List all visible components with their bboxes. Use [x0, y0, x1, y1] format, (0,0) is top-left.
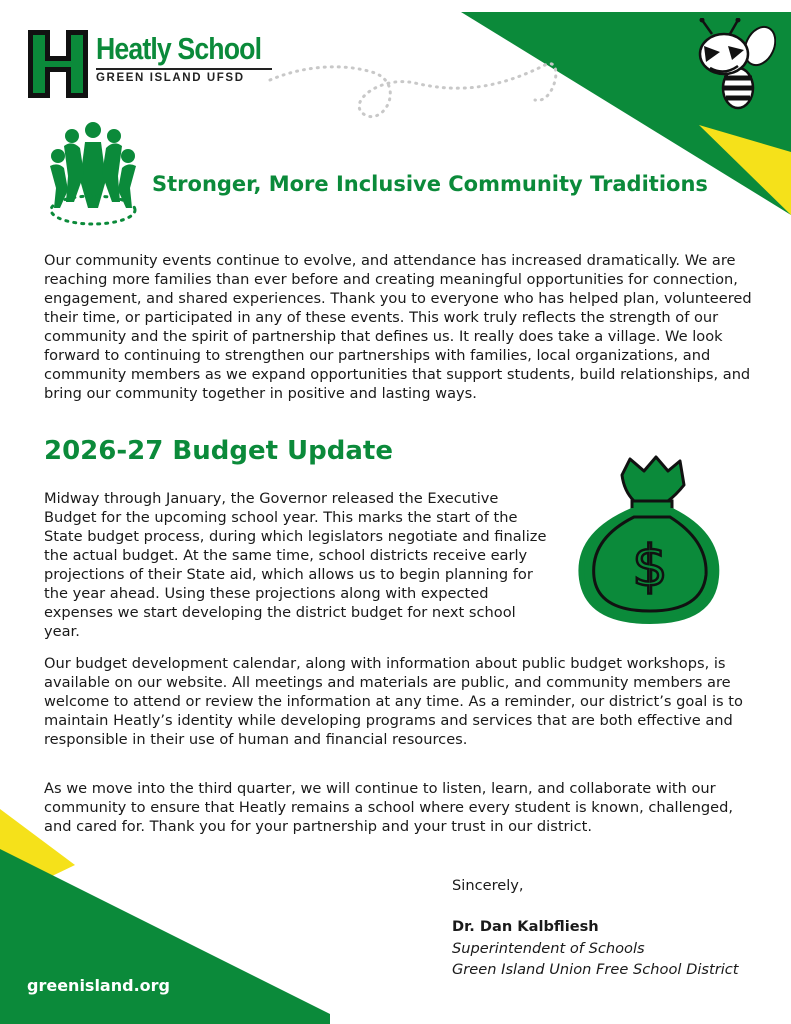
logo-district-name: GREEN ISLAND UFSD [96, 72, 245, 84]
traditions-paragraph: Our community events continue to evolve, and attendance has increased dramatically. We are reaching more families than ever before and creating meaningful opportunities for connection, engagement, and shared experiences. Thank you to everyone who has helped plan, volunteered their time, or participated in any of these events. This work truly reflects the strength of our community and the spirit of partnership that defines us. It really does take a village. We look forward to continuing to strengthen our partnerships with families, local organizations, and community members as we expand opportunities that support students, build relationships, and bring our community together in positive and lasting ways. [44, 252, 752, 402]
logo-divider [96, 68, 272, 70]
footer-website-link[interactable]: greenisland.org [27, 976, 170, 995]
signature-title: Superintendent of Schools [452, 940, 645, 957]
svg-text:$: $ [632, 534, 668, 599]
h-logo-icon [26, 28, 90, 100]
closing: Sincerely, [452, 877, 524, 894]
hornet-mascot-icon [690, 18, 776, 110]
school-logo [26, 28, 288, 100]
section-title-budget: 2026-27 Budget Update [44, 436, 393, 466]
logo-school-name: Heatly School [96, 31, 262, 66]
people-group-icon [44, 120, 142, 228]
signature-name: Dr. Dan Kalbfliesh [452, 918, 599, 935]
section-title-traditions: Stronger, More Inclusive Community Traditions [152, 172, 708, 196]
dotted-swirl-decoration [265, 45, 585, 145]
budget-paragraph-1: Midway through January, the Governor released the Executive Budget for the upcoming school year. This marks the start of the State budget process, during which legislators negotiate and finalize the actual budget. At the same time, school districts receive early projections of their State aid, which allows us to begin planning for the year ahead. Using these projections along with expected expenses we start developing the district budget for next school year. [44, 490, 547, 640]
budget-paragraph-3: As we move into the third quarter, we will continue to listen, learn, and collaborate with our community to ensure that Heatly remains a school where every student is known, challenged, and cared for. Thank you for your partnership and your trust in our district. [44, 780, 734, 835]
signature-organization: Green Island Union Free School District [452, 961, 739, 978]
budget-paragraph-2: Our budget development calendar, along with information about public budget workshops, is available on our website. All meetings and materials are public, and community members are welcome to attend or review the information at any time. As a reminder, our district’s goal is to maintain Heatly’s identity while developing programs and services that are both effective and responsible in their use of human and financial resources. [44, 655, 743, 748]
money-bag-icon [572, 455, 722, 625]
